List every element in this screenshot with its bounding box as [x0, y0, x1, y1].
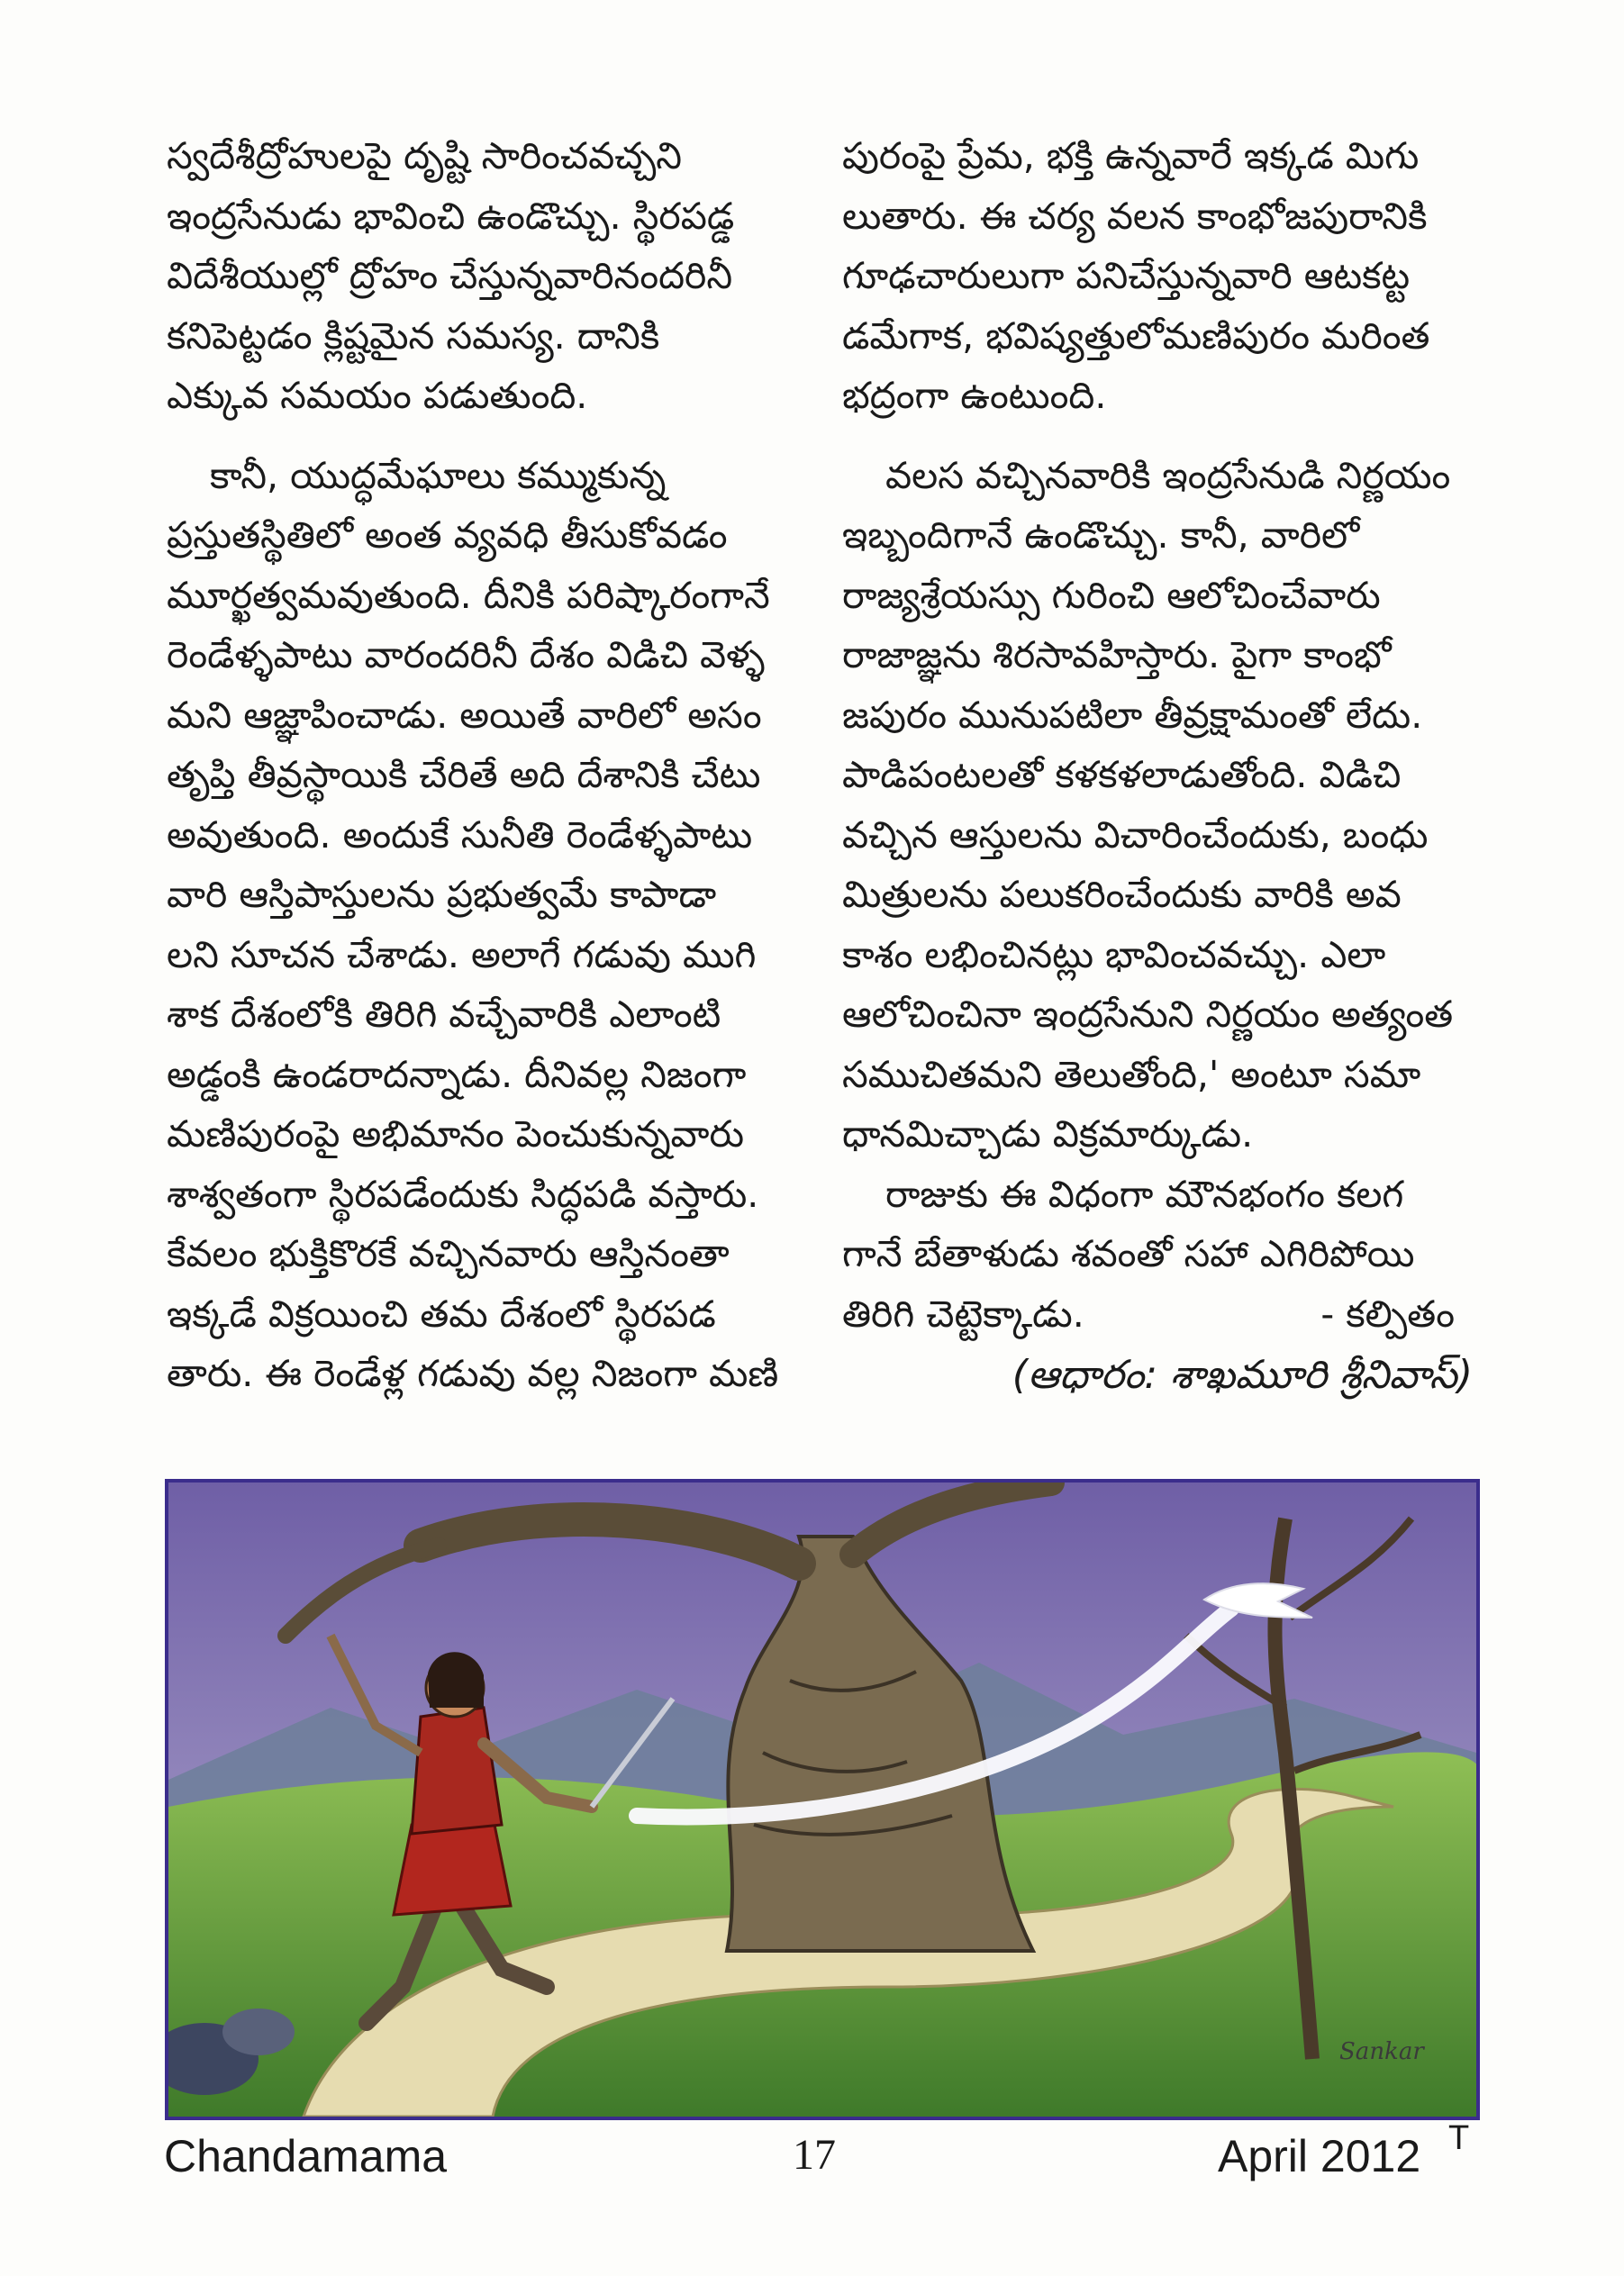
- source-credit: (ఆధారం: శాఖమూరి శ్రీనివాస్): [1012, 1352, 1473, 1398]
- text-line: రాజ్యశ్రేయస్సు గురించి ఆలోచించేవారు: [842, 573, 1381, 617]
- text-line: కేవలం భుక్తికొరకే వచ్చినవారు ఆస్తినంతా: [167, 1232, 730, 1275]
- text-line: విదేశీయుల్లో ద్రోహం చేస్తున్నవారినందరినీ: [167, 254, 733, 297]
- text-line: ఇబ్బందిగానే ఉండొచ్చు. కానీ, వారిలో: [842, 513, 1360, 557]
- text-line: స్వదేశీద్రోహులపై దృష్టి సారించవచ్చని: [167, 134, 683, 177]
- text-line: జపురం మునుపటిలా తీవ్రక్షామంతో లేదు.: [842, 693, 1423, 737]
- text-line: భద్రంగా ఉంటుంది.: [842, 374, 1107, 417]
- left-column: [167, 126, 797, 1404]
- text-line: మని ఆజ్ఞాపించాడు. అయితే వారిలో అసం: [167, 693, 762, 737]
- text-line: తృప్తి తీవ్రస్థాయికి చేరితే అది దేశానికి చేటు: [167, 753, 761, 796]
- text-line: పాడిపంటలతో కళకళలాడుతోంది. విడిచి: [842, 753, 1402, 796]
- text-line: అడ్డంకి ఉండరాదన్నాడు. దీనివల్ల నిజంగా: [167, 1052, 747, 1096]
- byline: - కల్పితం: [1320, 1292, 1455, 1336]
- magazine-name: Chandamama: [164, 2131, 448, 2181]
- text-line: వలస వచ్చినవారికి ఇంద్రసేనుడి నిర్ణయం: [885, 453, 1451, 497]
- text-line: ఎక్కువ సమయం పడుతుంది.: [167, 374, 588, 417]
- page-number: 17: [793, 2131, 836, 2179]
- text-line: తారు. ఈ రెండేళ్ల గడువు వల్ల నిజంగా మణి: [167, 1352, 779, 1395]
- text-line: మిత్రులను పలుకరించేందుకు వారికి అవ: [842, 873, 1402, 916]
- text-line: కానీ, యుద్ధమేఘాలు కమ్ముకున్న: [210, 453, 667, 497]
- text-line: గానే బేతాళుడు శవంతో సహా ఎగిరిపోయి: [842, 1232, 1415, 1275]
- text-line: వచ్చిన ఆస్తులను విచారించేందుకు, బంధు: [842, 812, 1429, 857]
- text-line: పురంపై ప్రేమ, భక్తి ఉన్నవారే ఇక్కడ మిగు: [842, 134, 1420, 177]
- text-line: శాశ్వతంగా స్థిరపడేందుకు సిద్ధపడి వస్తారు.: [167, 1172, 759, 1216]
- text-line: కనిపెట్టడం క్లిష్టమైన సమస్య. దానికి: [167, 313, 660, 358]
- text-line: రాజాజ్ఞను శిరసావహిస్తారు. పైగా కాంభో: [842, 633, 1392, 676]
- text-line: గూఢచారులుగా పనిచేస్తున్నవారి ఆటకట్ట: [842, 254, 1411, 297]
- page-footer: [0, 2119, 1624, 2193]
- text-line: అవుతుంది. అందుకే సునీతి రెండేళ్ళపాటు: [167, 812, 753, 857]
- issue-date: April 2012: [1218, 2131, 1421, 2181]
- text-line: రాజుకు ఈ విధంగా మౌనభంగం కలగ: [885, 1172, 1404, 1216]
- text-line: తిరిగి చెట్టెక్కాడు.: [842, 1292, 1084, 1336]
- text-line: మూర్ఖత్వమవుతుంది. దీనికి పరిష్కారంగానే: [167, 573, 770, 617]
- text-line: సముచితమని తెలుతోంది,' అంటూ సమా: [842, 1052, 1421, 1096]
- text-line: ఇక్కడే విక్రయించి తమ దేశంలో స్థిరపడ: [167, 1292, 716, 1336]
- story-illustration: [165, 1479, 1480, 2120]
- closing-line: [842, 1284, 1482, 1345]
- text-line: వారి ఆస్తిపాస్తులను ప్రభుత్వమే కాపాడా: [167, 873, 717, 916]
- text-line: ఆలోచించినా ఇంద్రసేనుని నిర్ణయం అత్యంత: [842, 993, 1454, 1036]
- text-line: ప్రస్తుతస్థితిలో అంత వ్యవధి తీసుకోవడం: [167, 513, 728, 557]
- text-line: ధానమిచ్చాడు విక్రమార్కుడు.: [842, 1112, 1254, 1156]
- text-line: కాశం లభించినట్లు భావించవచ్చు. ఎలా: [842, 932, 1386, 976]
- artist-signature: Sankar: [1339, 2038, 1424, 2065]
- text-line: రెండేళ్ళపాటు వారందరినీ దేశం విడిచి వెళ్ళ: [167, 633, 766, 676]
- text-line: లుతారు. ఈ చర్య వలన కాంభోజపురానికి: [842, 194, 1428, 238]
- text-line: మణిపురంపై అభిమానం పెంచుకున్నవారు: [167, 1112, 745, 1156]
- text-line: శాక దేశంలోకి తిరిగి వచ్చేవారికి ఎలాంటి: [167, 993, 721, 1036]
- right-column: [842, 126, 1482, 1407]
- text-line: ఇంద్రసేనుడు భావించి ఉండొచ్చు. స్థిరపడ్డ: [167, 194, 735, 238]
- illustration-scene: [168, 1483, 1476, 2117]
- text-line: లని సూచన చేశాడు. అలాగే గడువు ముగి: [167, 932, 757, 976]
- corner-mark: T: [1448, 2119, 1470, 2157]
- text-line: డమేగాక, భవిష్యత్తులోమణిపురం మరింత: [842, 313, 1430, 358]
